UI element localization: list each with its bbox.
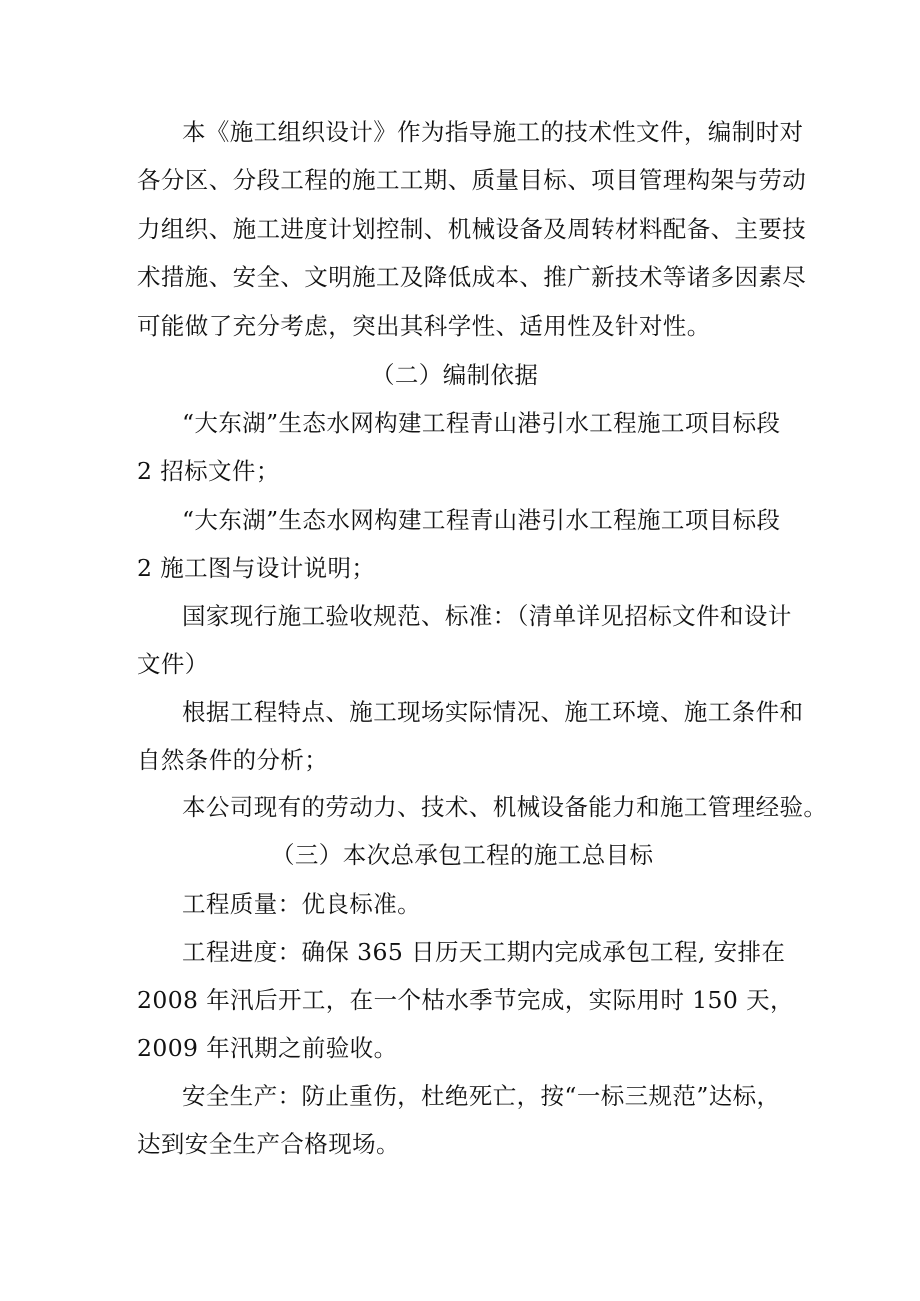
paragraph-text: 力组织、施工进度计划控制、机械设备及周转材料配备、主要技 (137, 215, 807, 243)
basis-item-text: 根据工程特点、施工现场实际情况、施工环境、施工条件和 (182, 698, 804, 726)
basis-item-text: 文件） (137, 650, 209, 678)
basis-item-text: 2 施工图与设计说明； (137, 554, 376, 582)
paragraph-text: 各分区、分段工程的施工工期、质量目标、项目管理构架与劳动 (137, 166, 807, 194)
goal-text: 安全生产：防止重伤，杜绝死亡，按“一标三规范”达标， (182, 1082, 781, 1110)
basis-item-text: 自然条件的分析； (137, 746, 329, 774)
goal-text: 工程质量：优良标准。 (182, 890, 421, 918)
basis-item-text: 国家现行施工验收规范、标准：（清单详见招标文件和设计 (182, 602, 792, 630)
goal-text: 达到安全生产合格现场。 (137, 1130, 400, 1158)
goal-text: 工程进度：确保 365 日历天工期内完成承包工程, 安排在 (182, 938, 786, 966)
basis-item-text: 2 招标文件； (137, 457, 280, 485)
goal-text: 2008 年汛后开工，在一个枯水季节完成，实际用时 150 天， (137, 986, 794, 1014)
basis-item-text: 本公司现有的劳动力、技术、机械设备能力和施工管理经验。 (182, 793, 828, 821)
paragraph-text: 可能做了充分考虑，突出其科学性、适用性及针对性。 (137, 312, 711, 340)
basis-item-text: “大东湖”生态水网构建工程青山港引水工程施工项目标段 (182, 506, 781, 534)
basis-item-text: “大东湖”生态水网构建工程青山港引水工程施工项目标段 (182, 409, 781, 437)
paragraph-text: 术措施、安全、文明施工及降低成本、推广新技术等诸多因素尽 (137, 263, 807, 291)
goal-text: 2009 年汛期之前验收。 (137, 1034, 398, 1062)
section-heading-text: （三）本次总承包工程的施工总目标 (271, 841, 654, 869)
section-heading-text: （二）编制依据 (371, 361, 539, 389)
paragraph-text: 本《施工组织设计》作为指导施工的技术性文件，编制时对 (182, 118, 804, 146)
